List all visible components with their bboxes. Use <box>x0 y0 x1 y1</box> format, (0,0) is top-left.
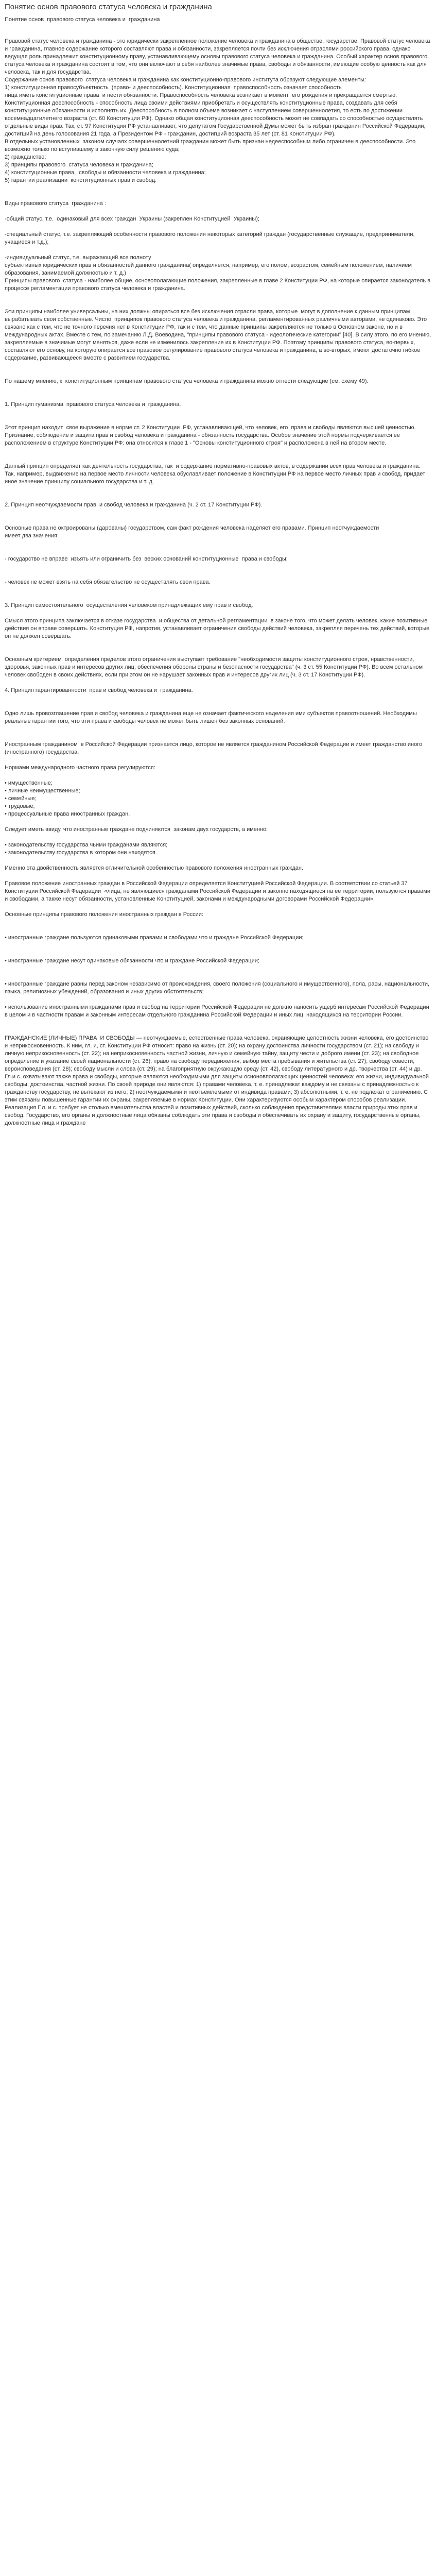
spacer <box>5 208 431 215</box>
paragraph: Правовой статус человека и гражданина - это юридически закрепленное положение человека и гражданина в обществе, государстве. Правовой статус человека и гражданина, главное содержание которого составляют права и обязанности, закрепляется почти без исключения отраслями российского права, однако ведущая роль принадлежит конституционному праву, устанавливающему основы правового статуса человека и гражданина. Особый характер основ правового статуса человека и гражданина состоит в том, что они включают в себя наиболее значимые права, свободы и обязанности, имеющие особую ценность как для человека, так и для государства. <box>5 38 432 75</box>
spacer <box>5 872 431 880</box>
paragraph: • трудовые; <box>5 803 35 809</box>
spacer <box>5 756 431 764</box>
paragraph: Иностранным гражданином в Российской Федерации признается лицо, которое не является гражданином Российской Федерации и имеет гражданство иного (иностранного) государства. <box>5 741 424 755</box>
paragraph: 1. Принцип гуманизма правового статуса человека и гражданина. <box>5 401 181 408</box>
paragraph: Одно лишь провозглашение прав и свобод человека и гражданина еще не означает фактического наделения ими субъектов правоотношений. Необходимы реальные гарантии того, что эти права и свободы человек не может быть лишен без законных оснований. <box>5 710 418 724</box>
spacer <box>5 694 431 710</box>
paragraph: Смысл этого принципа заключается в отказе государства и общества от детальной регламентации в законе того, что может делать человек, какие позитивные действия он вправе совершать. Конституция РФ, напротив, устанавливает ограничения свободы действий человека, закрепляя перечень тех действий, которые он не должен совершать. <box>5 618 431 639</box>
spacer <box>5 919 431 934</box>
spacer <box>5 640 431 656</box>
spacer <box>5 385 431 401</box>
spacer <box>5 609 431 617</box>
paragraph: Нормами международного частного права регулируются: <box>5 765 155 771</box>
spacer <box>5 903 431 911</box>
paragraph: В отдельных установленных законом случаях совершеннолетний гражданин может быть признан недееспособным либо ограничен в дееспособности. Это возможно только по вступившему в законную силу решению суда; <box>5 139 417 152</box>
paragraph: 5) гарантии реализации конституционных прав и свобод. <box>5 177 157 183</box>
paragraph: • личные неимущественные; <box>5 788 80 794</box>
spacer <box>5 362 431 378</box>
paragraph: По нашему мнению, к конституционным принципам правового статуса человека и гражданина можно отнести следующие (см. схему 49). <box>5 378 369 384</box>
paragraph: Именно эта двойственность является отличительной особенностью правового положения иностранных граждан. <box>5 865 304 871</box>
spacer <box>5 486 431 501</box>
spacer <box>5 293 431 308</box>
spacer <box>5 409 431 424</box>
spacer <box>5 540 431 555</box>
paragraph: -общий статус, т.е. одинаковый для всех граждан Украины (закреплен Конституцией Украины); <box>5 216 259 222</box>
spacer <box>5 447 431 463</box>
paragraph: 4) конституционные права, свободы и обязанности человека и гражданина; <box>5 170 206 176</box>
spacer <box>5 509 431 524</box>
paragraph: -индивидуальный статус, т.е. выражающий все полноту субъективных юридических прав и обязанностей данного гражданина( определяется, например, его полом, возрастом, семейным положением, наличием образования, занимаемой должностью и т. д.) <box>5 255 412 276</box>
page-title: Понятие основ правового статуса человека и гражданина <box>5 3 212 11</box>
paragraph: Основные принципы правового положения иностранных граждан в России: <box>5 911 204 918</box>
page-subtitle: Понятие основ правового статуса человека и гражданина <box>5 16 160 23</box>
paragraph: • законодательству государства чьими гражданами являются; <box>5 842 168 848</box>
paragraph: Следует иметь ввиду, что иностранные граждане подчиняются законам двух государств, а именно: <box>5 826 268 833</box>
paragraph: 2. Принцип неотчуждаемости прав и свобод человека и гражданина (ч. 2 ст. 17 Конституции РФ). <box>5 502 263 508</box>
paragraph: • иностранные граждане несут одинаковые обязанности что и граждане Российской Федерации; <box>5 958 259 964</box>
paragraph: - государство не вправе изъять или ограничить без веских оснований конституционные права и свободы; <box>5 556 288 562</box>
paragraph: Основным критерием определения пределов этого ограничения выступает требование "необходимости защиты конституционного строя, нравственности, здоровья, законных прав и интересов других лиц, обеспечения обороны страны и безопасности государства" (ч. 3 ст. 55 Конституции РФ). Во всем остальном человек свободен в своих действиях, если при этом он не нарушает законных прав и интересов других лиц (ч. 3 ст. 17 Конституции РФ). <box>5 656 425 678</box>
paragraph: 3) принципы правового статуса человека и гражданина; <box>5 162 153 168</box>
paragraph: • семейные; <box>5 795 37 802</box>
paragraph: Данный принцип определяет как деятельность государства, так и содержание нормативно-правовых актов, в содержании всех прав человека и гражданина. Так, например, выдвижение на первое место личности человека обуславливает положение в Конституции РФ на первое место личных прав и свобод, придает иное значение принципу социального государства и т. д. <box>5 463 427 485</box>
spacer <box>5 996 431 1004</box>
paragraph: Принципы правового статуса - наиболее общие, основополагающие положения, закрепленные в главе 2 Конституции РФ, на которые опирается законодатель в процессе регламентации правового статуса человека и гражданина. <box>5 278 432 292</box>
paragraph: Виды правового статуса гражданина : <box>5 200 106 207</box>
paragraph: Содержание основ правового статуса человека и гражданина как конституционно-правового института образуют следующие элементы: <box>5 77 366 83</box>
paragraph: • использование иностранными гражданами прав и свобод на территории Российской Федерации не должно наносить ущерб интересам Российской Федерации в целом и в частности правам и законным интересам отдельного гражданина Российской Федерации и иных лиц, находящихся на территории России. <box>5 1004 431 1018</box>
spacer <box>5 834 431 841</box>
paragraph: Правовое положение иностранных граждан в Российской Федерации определяется Конституцией Российской Федерации. В соответствии со статьей 37 Конституции Российской Федерации «лица, не являющиеся гражданами Российской Федерации и законно находящиеся на ее территории, пользуются правами и свободами, а также несут обязанности, установленные Конституцией, законами и международными договорами Российской Федерации». <box>5 880 432 902</box>
paragraph: - человек не может взять на себя обязательство не осуществлять свои права. <box>5 579 211 585</box>
paragraph: • иностранные граждане равны перед законом независимо от происхождения, своего положения (социального и имущественного), пола, расы, национальности, языка, религиозных убеждений, образования и иных других обстоятельств; <box>5 981 431 995</box>
paragraph: ГРАЖДАНСКИЕ (ЛИЧНЫЕ) ПРАВА И СВОБОДЫ — неотчуждаемые, естественные права человека, охраняющие целостность жизни человека, его достоинство и неприкосновенность. К ним, гл. и, ст. Конституции РФ относит: право на жизнь (ст. 20); на охрану достоинства личности государством (ст. 21); на свободу и личную неприкосновенность (ст. 22); на неприкосновенность частной жизни, личную и семейную тайну, защиту чести и доброго имени (ст. 23); на свободное определение и указание своей национальности (ст. 26); право на свободу передвижения, выбор места пребывания и жительства (ст. 27); свободу совести, вероисповедания (ст. 28); свободу мысли и слова (ст. 29); на благоприятную окружающую среду (ст. 42), свободу литературного и др. творчества (ст. 44) и др. Гл.и с. охватывают также права и свободы, которые являются необходимыми для защиты осноновполагающих ценностей человека: его жизни, индивидуальной свободы, достоинства, частной жизни. По своей природе они являются: 1) правами человека, т. е. принадлежат каждому и не связаны с принадлежностью к гражданству государству, не вытекают из него; 2) неотчуждаемыми и неотъемлемыми от индивида правами; 3) абсолютными, т. е. не подлежат ограничению. С этим связаны повышенные гарантии их охраны, закрепляемые в нормах Конституции. Они характеризуются особым характером способов реализации. Реализация Г.л. и с. требует не столько вмешательства властей и позитивных действий, сколько соблюдения представителями власти природы этих прав и свобод. Государство, его органы и должностные лица обязаны соблюдать эти права и свободы и обеспечивать их охрану и защиту, государственные органы, должностные лица и граждане <box>5 1035 430 1126</box>
spacer <box>5 818 431 826</box>
paragraph: • процессуальные права иностранных граждан. <box>5 811 130 817</box>
spacer <box>5 223 431 231</box>
spacer <box>5 965 431 980</box>
spacer <box>5 1019 431 1035</box>
paragraph: -специальный статус, т.е. закрепляющий особенности правового положения некоторых категорий граждан (государственные служащие, предприниматели, учащиеся и т.д.); <box>5 231 416 245</box>
spacer <box>5 184 431 200</box>
spacer <box>5 563 431 579</box>
paragraph: • законодательству государства в котором они находятся. <box>5 850 157 856</box>
paragraph: • имущественные; <box>5 780 53 786</box>
paragraph: 3. Принцип самостоятельного осуществления человеком принадлежащих ему прав и свобод. <box>5 602 253 608</box>
article-body <box>5 38 431 1127</box>
spacer <box>5 586 431 602</box>
spacer <box>5 725 431 741</box>
paragraph: • иностранные граждане пользуются одинаковыми правами и свободами что и граждане Российской Федерации; <box>5 935 304 941</box>
paragraph: Основные права не октроированы (дарованы) государством, сам факт рождения человека наделяет его правами. Принцип неотчуждаемости имеет два значения: <box>5 525 379 539</box>
spacer <box>5 857 431 865</box>
paragraph: 1) конституционная правосубъектность (право- и дееспособность). Конституционная правоспособность означает способность лица иметь конституционные права и нести обязанности. Правоспособность человека возникает в момент его рождения и прекращается смертью. Конституционная дееспособность - способность лица своими действиями приобретать и осуществлять конституционные права, создавать для себя конституционные обязанности и исполнять их. Дееспособность в полном объеме возникает с наступлением совершеннолетия, то есть по достижении восемнадцатилетнего возраста (ст. 60 Конституции РФ). Однако общая конституционная дееспособность может не совпадать со способностью осуществлять отдельные виды прав. Так, ст. 97 Конституции РФ устанавливает, что депутатом Государственной Думы может быть избран гражданин Российской Федерации, достигший на день голосования 21 года, а Президентом РФ - гражданин, достигший возраста 35 лет (ст. 81 Конституции РФ). <box>5 84 426 137</box>
spacer <box>5 679 431 687</box>
paragraph: Этот принцип находит свое выражение в норме ст. 2 Конституции РФ, устанавливающей, что человек, его права и свободы являются высшей ценностью. Признание, соблюдение и защита прав и свобод человека и гражданина - обязанность государства. Особое значение этой нормы подчеркивается ее расположением в структуре Конституции РФ: она относится к главе 1 - "Основы конституционного строя" и расположена в ней на втором месте. <box>5 425 417 446</box>
paragraph: Эти принципы наиболее универсальны, на них должны опираться все без исключения отрасли права, которые могут в дополнение к данным принципам вырабатывать свои собственные. Число принципов правового статуса человека и гражданина, регламентированных различными авторами, не одинаково. Это связано как с тем, что не точного перечня нет в Конституции РФ, так и с тем, что данные принципы закрепляются не только в Основном законе, но и в международных актах. Вместе с тем, по замечанию Л.Д. Воеводина, "принципы правового статуса - идеологические категории" [40]. В силу этого, по его мнению, закрепляемые в значимые могут меняться, даже если не изменилось закрепление их в Конституции РФ. Поэтому принципы правового статуса, во-первых, составляют его основу, на которую опирается все правовое регулирование правового статуса человека и гражданина, а во-вторых, имеют достаточно гибкое содержание, развивающееся вместе с развитием государства. <box>5 309 433 361</box>
paragraph: 2) гражданство; <box>5 154 46 160</box>
spacer <box>5 942 431 957</box>
spacer <box>5 772 431 779</box>
spacer <box>5 246 431 254</box>
page <box>0 0 431 1127</box>
paragraph: 4. Принцип гарантированности прав и свобод человека и гражданина. <box>5 687 193 693</box>
